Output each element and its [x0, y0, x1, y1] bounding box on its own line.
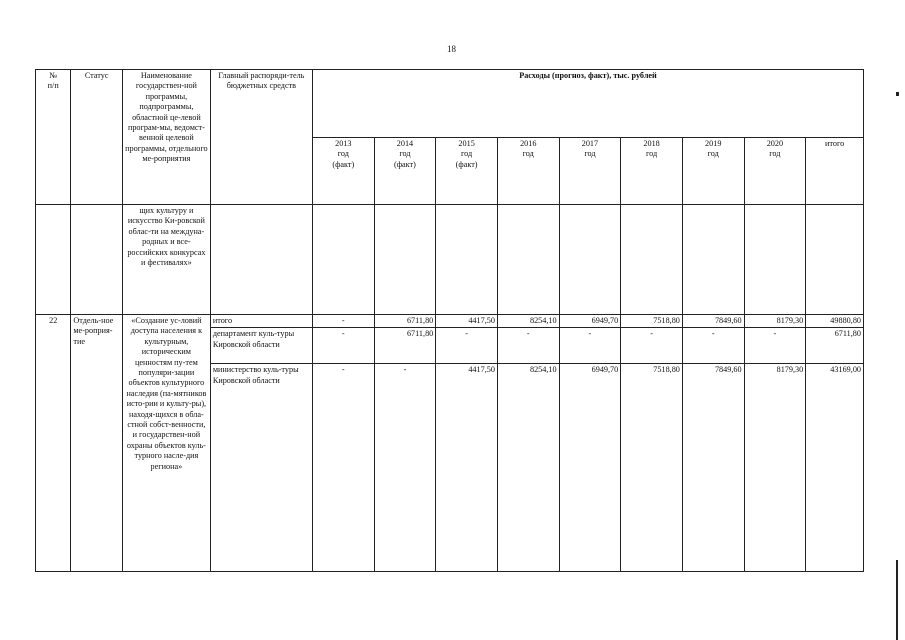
value-cell: -	[744, 328, 806, 364]
header-year	[682, 138, 744, 205]
cell	[806, 205, 864, 315]
value-cell: -	[621, 328, 683, 364]
value-cell: 4417,50	[436, 364, 498, 572]
header-year	[312, 138, 374, 205]
header-row	[36, 70, 864, 138]
table-row	[36, 315, 864, 328]
cell	[744, 205, 806, 315]
value-cell: 8179,30	[744, 364, 806, 572]
header-num-text: № п/п	[47, 71, 59, 91]
header-year	[621, 138, 683, 205]
scan-edge-mark	[896, 92, 899, 96]
row-status: Отдель-ное ме-роприя-тие	[71, 315, 123, 572]
cell	[71, 205, 123, 315]
continuation-row	[36, 205, 864, 315]
value-cell: 8179,30	[744, 315, 806, 328]
value-cell: 6949,70	[559, 315, 621, 328]
cell	[497, 205, 559, 315]
scan-edge-mark	[896, 560, 898, 640]
value-cell: 7518,80	[621, 315, 683, 328]
cell	[682, 205, 744, 315]
year-label: 2015 год (факт)	[455, 139, 478, 169]
page-number: 18	[447, 44, 456, 54]
expenditure-table	[35, 69, 864, 572]
value-cell: 7518,80	[621, 364, 683, 572]
value-cell: 49880,80	[806, 315, 864, 328]
value-cell: 7849,60	[682, 364, 744, 572]
cell	[36, 205, 71, 315]
value-cell: -	[312, 315, 374, 328]
header-year	[559, 138, 621, 205]
value-cell: 8254,10	[497, 315, 559, 328]
header-year	[744, 138, 806, 205]
year-label: 2014 год (факт)	[394, 139, 416, 169]
value-cell: -	[312, 364, 374, 572]
header-expenses: Расходы (прогноз, факт), тыс. рублей	[312, 70, 863, 138]
row-admin: итого	[210, 315, 312, 328]
value-cell: 4417,50	[436, 315, 498, 328]
cell	[621, 205, 683, 315]
value-cell: 43169,00	[806, 364, 864, 572]
value-cell: -	[374, 364, 436, 572]
year-label: 2013 год (факт)	[332, 139, 355, 169]
header-year	[374, 138, 436, 205]
header-year	[497, 138, 559, 205]
value-cell: -	[436, 328, 498, 364]
cell	[374, 205, 436, 315]
cell	[559, 205, 621, 315]
value-cell: 6949,70	[559, 364, 621, 572]
header-year	[436, 138, 498, 205]
value-cell: 6711,80	[374, 315, 436, 328]
value-cell: -	[497, 328, 559, 364]
year-label: 2018 год	[643, 139, 660, 159]
value-cell: 7849,60	[682, 315, 744, 328]
value-cell: 6711,80	[806, 328, 864, 364]
year-label: 2020 год	[766, 139, 784, 159]
header-name: Наименование государствен-ной программы, подпрограммы, областной це-левой програм-мы, ведомст-венной целевой программы, отдельного ме-роприятия	[122, 70, 210, 205]
value-cell: -	[682, 328, 744, 364]
value-cell: -	[559, 328, 621, 364]
row-admin: министерство куль-туры Кировской области	[210, 364, 312, 572]
continuation-name: щих культуру и искусство Ки-ровской облас-ти на междуна-родных и все-российских конкурсах и фестивалях»	[122, 205, 210, 315]
cell	[210, 205, 312, 315]
cell	[312, 205, 374, 315]
header-num	[36, 70, 71, 205]
header-status: Статус	[71, 70, 123, 205]
year-label: 2017 год	[581, 139, 599, 159]
row-name: «Создание ус-ловий доступа населения к культурным, историческим ценностям пу-тем популяри-зации объектов культурного наследия (па-мятников исто-рии и культу-ры), находя-щихся в обла-стной собст-венности, и государствен-ной охраны объектов куль-турного насле-дия региона»	[122, 315, 210, 572]
year-label: 2016 год	[520, 139, 537, 159]
value-cell: 8254,10	[497, 364, 559, 572]
year-label: итого	[825, 139, 845, 148]
year-label: 2019 год	[705, 139, 722, 159]
row-number: 22	[36, 315, 71, 572]
row-admin: департамент куль-туры Кировской области	[210, 328, 312, 364]
header-admin: Главный распоряди-тель бюджетных средств	[210, 70, 312, 205]
value-cell: -	[312, 328, 374, 364]
cell	[436, 205, 498, 315]
value-cell: 6711,80	[374, 328, 436, 364]
header-year	[806, 138, 864, 205]
